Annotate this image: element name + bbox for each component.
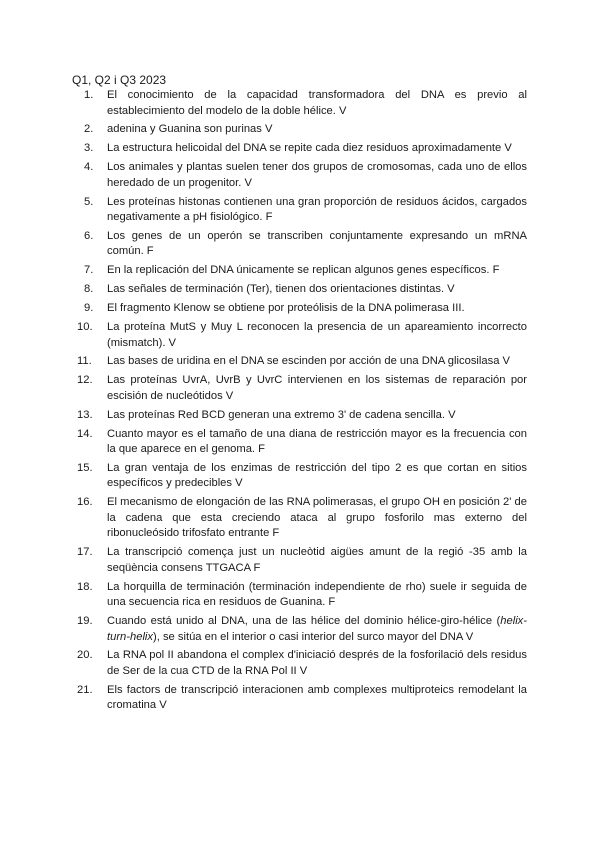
item-text: La gran ventaja de los enzimas de restricción del tipo 2 es que cortan en sitios específicos y predecibles V [107, 461, 527, 490]
item-number: 19. [77, 615, 93, 628]
item-number: 6. [84, 229, 94, 242]
item-number: 14. [77, 427, 93, 440]
item-text: Las proteínas UvrA, UvrB y UvrC intervienen en los sistemas de reparación por escisión de nucleótidos V [107, 374, 527, 402]
item-text: Los animales y plantas suelen tener dos grupos de cromosomas, cada uno de ellos heredado de un progenitor. V [107, 161, 527, 189]
list-item [72, 282, 527, 298]
item-number: 1. [84, 89, 94, 101]
item-number: 3. [84, 142, 94, 155]
item-number: 9. [84, 302, 94, 315]
item-number: 7. [84, 264, 94, 277]
page-heading: Q1, Q2 i Q3 2023 [72, 73, 167, 87]
item-text: Les proteínas histonas contienen una gran proporción de residuos ácidos, cargados negativamente a pH fisiológico. F [107, 195, 527, 224]
list-item [72, 545, 527, 576]
list-item [72, 354, 527, 370]
list-item [72, 88, 527, 119]
item-text: Las señales de terminación (Ter), tienen dos orientaciones distintas. V [107, 283, 455, 296]
item-text: La transcripció comença just un nucleòtid aigües amunt de la regió -35 amb la seqüència consens TTGACA F [107, 546, 527, 574]
list-item [72, 263, 527, 279]
list-item [72, 614, 527, 645]
list-item [72, 195, 527, 226]
item-text: Els factors de transcripció interacionen amb complexes multiproteics remodelant la cromatina V [107, 683, 527, 712]
list-item [72, 122, 527, 138]
item-number: 17. [77, 546, 93, 559]
item-number: 5. [84, 195, 94, 208]
item-text: La proteína MutS y Muy L reconocen la presencia de un apareamiento incorrecto (mismatch). V [107, 321, 527, 349]
item-text: En la replicación del DNA únicamente se replican algunos genes específicos. F [107, 264, 500, 277]
item-text: El conocimiento de la capacidad transformadora del DNA es previo al establecimiento del modelo de la doble hélice. V [107, 89, 527, 117]
list-item [72, 408, 527, 424]
item-number: 4. [84, 161, 94, 174]
item-text-italic: helix-turn-helix [107, 615, 527, 643]
list-item [72, 495, 527, 542]
item-number: 12. [77, 374, 93, 387]
item-number: 2. [84, 123, 94, 136]
item-number: 15. [77, 461, 93, 474]
item-text: La horquilla de terminación (terminación independiente de rho) suele ir seguida de una secuencia rica en residuos de Guanina. F [107, 580, 527, 609]
list-item [72, 683, 527, 714]
item-number: 8. [84, 283, 94, 296]
item-number: 20. [77, 649, 93, 662]
list-item [72, 229, 527, 260]
item-number: 21. [77, 683, 93, 696]
list-item [72, 461, 527, 492]
item-text: La RNA pol II abandona el complex d'iniciació després de la fosforilació dels residus de Ser de la cua CTD de la RNA Pol II V [107, 649, 527, 677]
item-text: Cuanto mayor es el tamaño de una diana de restricción mayor es la frecuencia con la que aparece en el genoma. F [107, 427, 527, 456]
list-item [72, 427, 527, 458]
item-text-start: Cuando está unido al DNA, una de las hélice del dominio hélice-giro-hélice ( [107, 615, 501, 628]
item-text: El mecanismo de elongación de las RNA polimerasas, el grupo OH en posición 2' de la cadena que esta creciendo ataca al grupo fosforilo mas externo del ribonucleósido trifosfato entrante F [107, 496, 527, 540]
item-text: Las proteínas Red BCD generan una extremo 3' de cadena sencilla. V [107, 408, 456, 421]
item-text-end: ), se sitúa en el interior o casi interior del surco mayor del DNA V [153, 630, 474, 643]
list-item [72, 301, 527, 317]
list-item [72, 648, 527, 679]
item-text: adenina y Guanina son purinas V [107, 123, 273, 136]
item-number: 16. [77, 496, 93, 509]
list-item [72, 373, 527, 404]
item-number: 11. [77, 355, 92, 368]
item-text: Las bases de uridina en el DNA se escinden por acción de una DNA glicosilasa V [107, 355, 510, 368]
list-item [72, 580, 527, 611]
item-text: La estructura helicoidal del DNA se repite cada diez residuos aproximadamente V [107, 142, 512, 155]
list-item [72, 160, 527, 191]
item-number: 13. [77, 408, 93, 421]
item-text: Los genes de un operón se transcriben conjuntamente expresando un mRNA común. F [107, 229, 527, 258]
item-text: El fragmento Klenow se obtiene por proteólisis de la DNA polimerasa III. [107, 302, 465, 315]
list-item [72, 320, 527, 351]
list-item [72, 141, 527, 157]
question-list [72, 88, 527, 717]
item-number: 10. [77, 321, 93, 334]
item-number: 18. [77, 580, 93, 593]
